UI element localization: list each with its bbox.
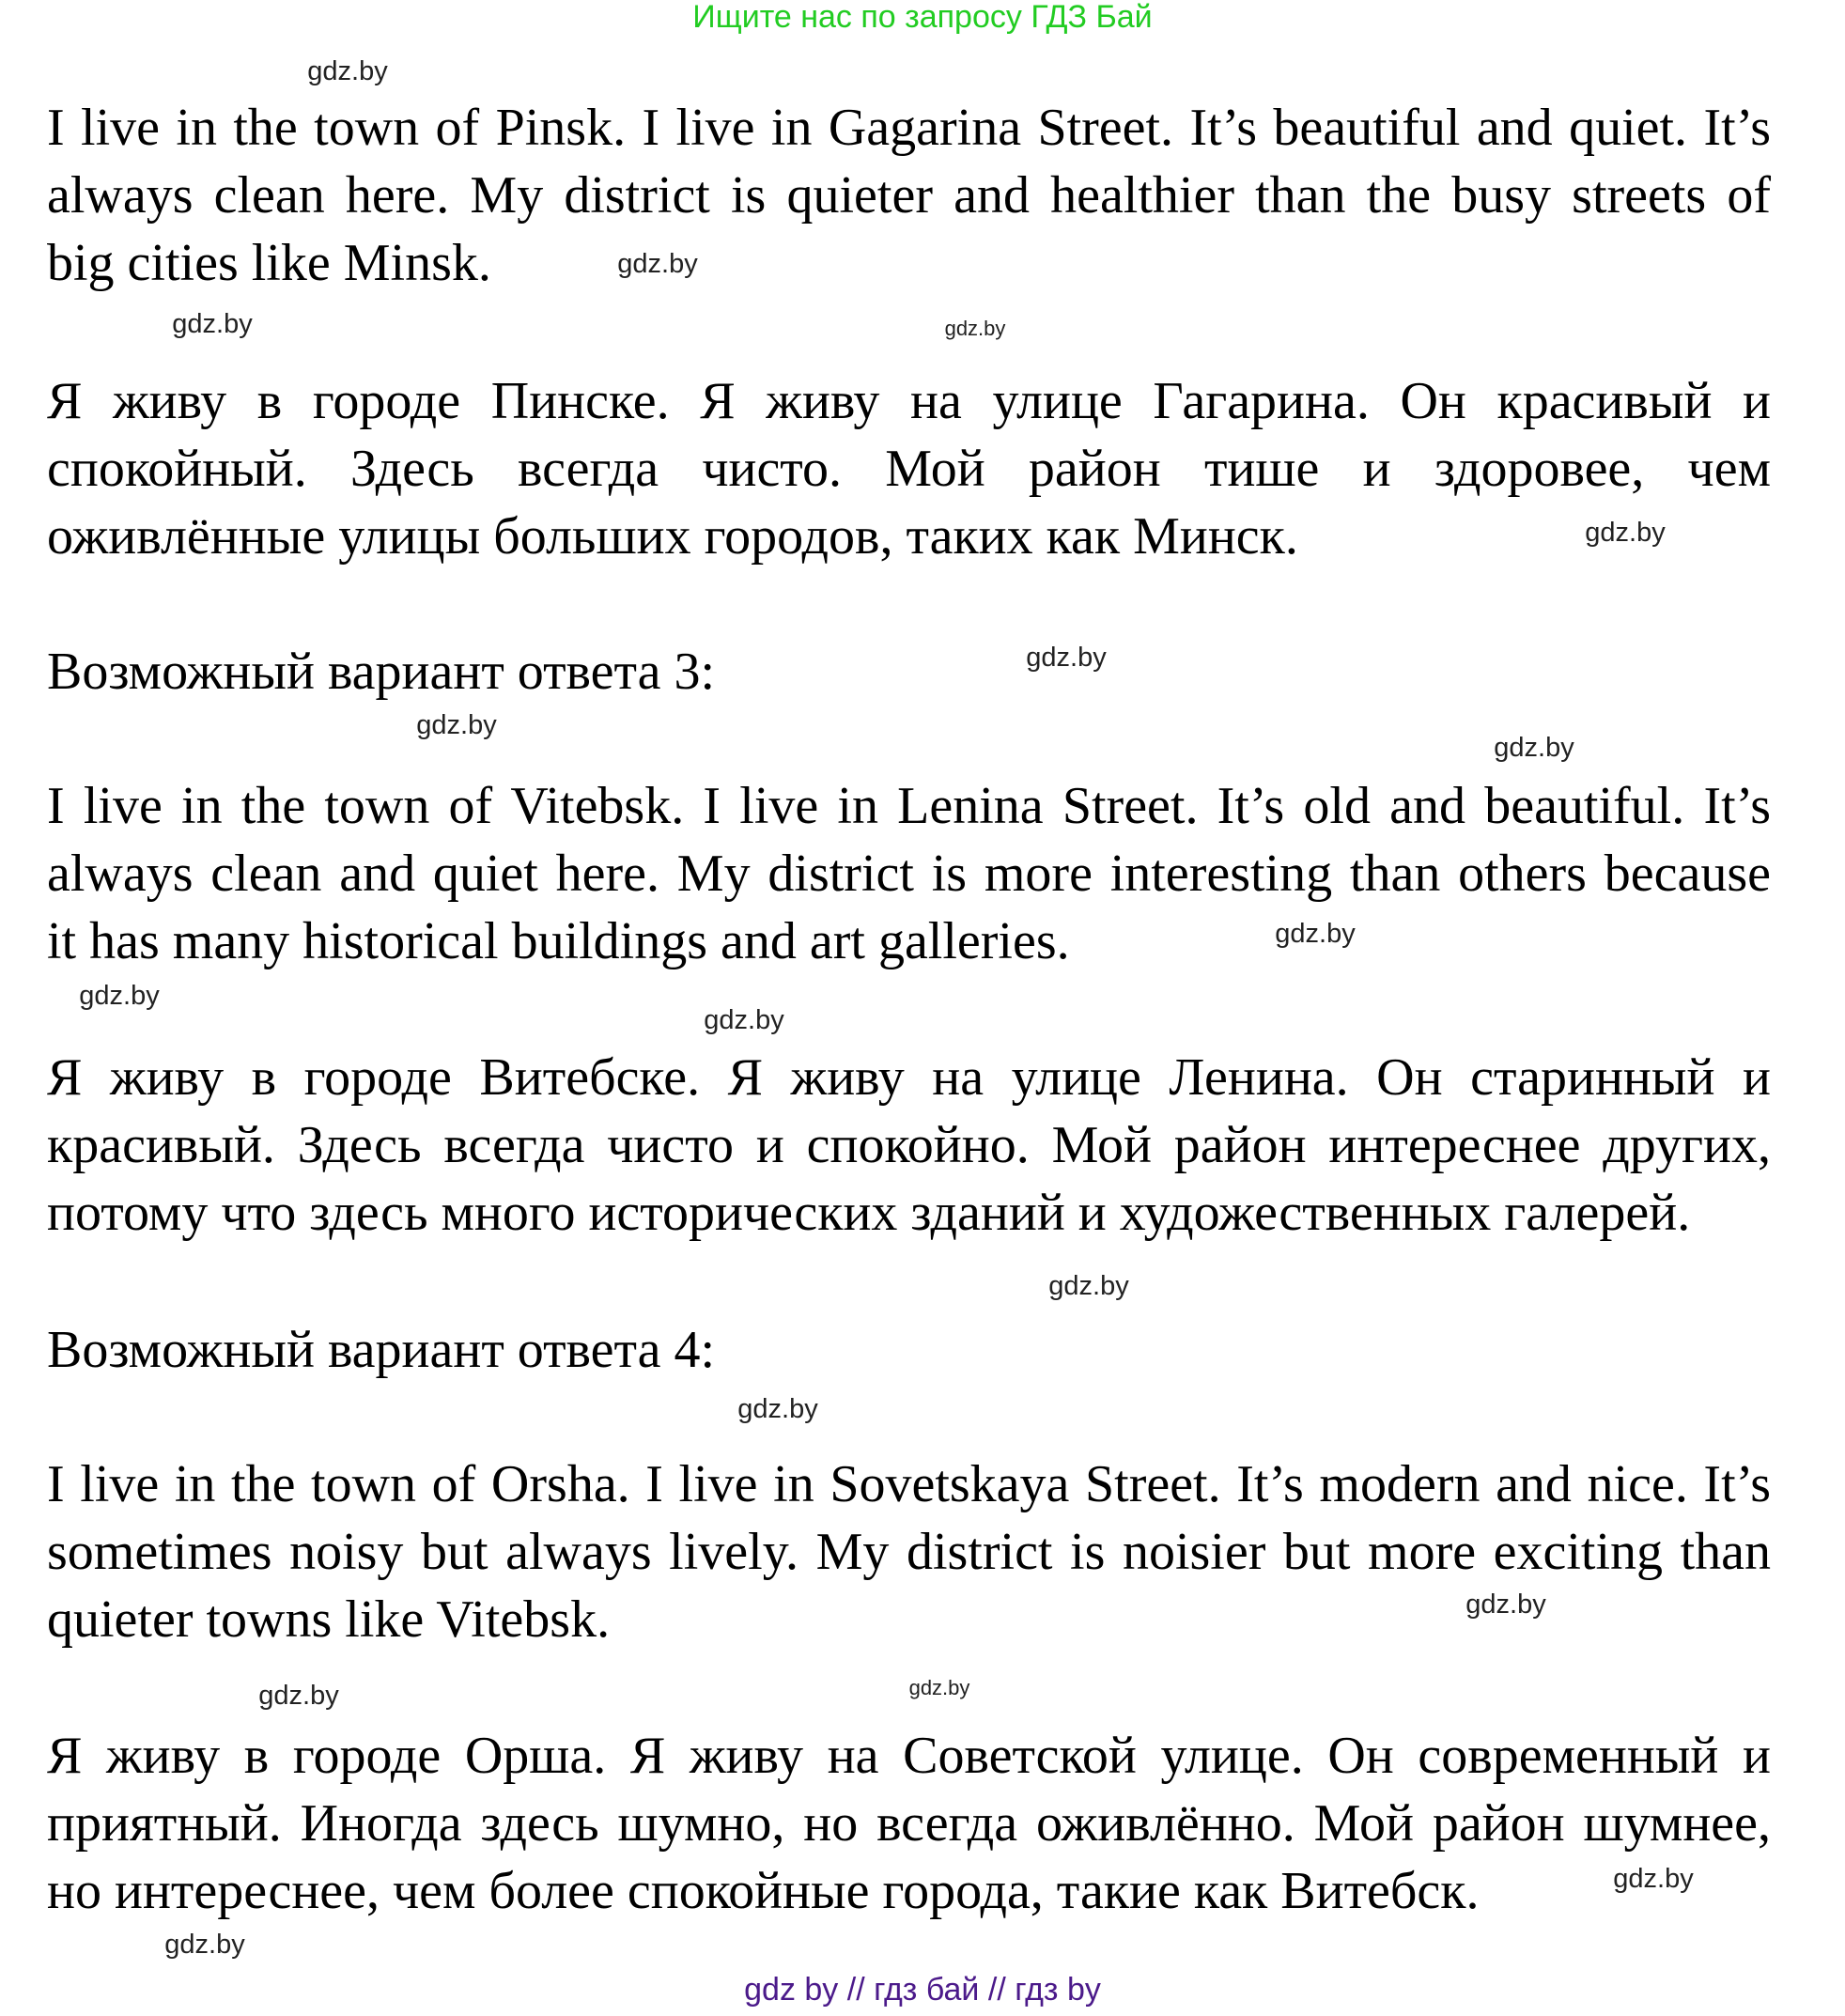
watermark: gdz.by (172, 309, 253, 339)
text-line: always clean here. My district is quieter and healthier than the busy streets of (47, 166, 1771, 225)
heading-variant-3: Возможный вариант ответа 3: (47, 643, 716, 701)
watermark: gdz.by (737, 1394, 818, 1424)
text-line: I live in the town of Vitebsk. I live in Lenina Street. It’s old and beautiful. It’s (47, 777, 1771, 835)
footer-links: gdz by // гдз бай // гдз by (744, 1972, 1101, 2008)
watermark: gdz.by (79, 981, 160, 1011)
text-line: Я живу в городе Витебске. Я живу на улице Ленина. Он старинный и (47, 1048, 1771, 1107)
paragraph-english-1 (47, 94, 1771, 297)
watermark: gdz.by (258, 1681, 339, 1711)
text-line: оживлённые улицы больших городов, таких как Минск. (47, 507, 1298, 566)
paragraph-russian-2 (47, 1044, 1771, 1247)
watermark: gdz.by (1026, 643, 1107, 673)
watermark: gdz.by (617, 249, 698, 279)
watermark: gdz.by (1275, 919, 1356, 949)
watermark: gdz.by (1494, 733, 1574, 763)
text-line: always clean and quiet here. My district is more interesting than others because (47, 845, 1771, 903)
text-line: красивый. Здесь всегда чисто и спокойно. Мой район интереснее других, (47, 1116, 1771, 1174)
watermark: gdz.by (164, 1930, 245, 1960)
text-line: потому что здесь много исторических зданий и художественных галерей. (47, 1184, 1691, 1242)
text-line: Я живу в городе Пинске. Я живу на улице Гагарина. Он красивый и (47, 372, 1771, 430)
text-line: quieter towns like Vitebsk. (47, 1590, 611, 1649)
watermark: gdz.by (944, 317, 1006, 340)
watermark: gdz.by (704, 1005, 784, 1035)
paragraph-russian-3 (47, 1722, 1771, 1925)
watermark: gdz.by (1585, 518, 1666, 548)
watermark: gdz.by (307, 56, 388, 86)
text-line: big cities like Minsk. (47, 234, 491, 292)
watermark: gdz.by (1613, 1864, 1694, 1894)
watermark: gdz.by (1048, 1271, 1129, 1301)
text-line: Я живу в городе Орша. Я живу на Советской улице. Он современный и (47, 1727, 1771, 1785)
heading-variant-4: Возможный вариант ответа 4: (47, 1321, 716, 1379)
paragraph-english-3 (47, 1450, 1771, 1653)
search-hint-banner: Ищите нас по запросу ГДЗ Бай (692, 0, 1153, 35)
watermark: gdz.by (1465, 1590, 1546, 1620)
watermark: gdz.by (416, 710, 497, 740)
text-line: спокойный. Здесь всегда чисто. Мой район тише и здоровее, чем (47, 440, 1771, 498)
text-line: I live in the town of Orsha. I live in Sovetskaya Street. It’s modern and nice. It’s (47, 1455, 1771, 1513)
paragraph-english-2 (47, 772, 1771, 975)
text-line: приятный. Иногда здесь шумно, но всегда оживлённо. Мой район шумнее, (47, 1794, 1771, 1853)
text-line: sometimes noisy but always lively. My district is noisier but more exciting than (47, 1523, 1771, 1581)
paragraph-russian-1 (47, 367, 1771, 570)
text-line: it has many historical buildings and art galleries. (47, 912, 1070, 970)
text-line: I live in the town of Pinsk. I live in Gagarina Street. It’s beautiful and quiet. It’s (47, 99, 1771, 157)
text-line: но интереснее, чем более спокойные города, такие как Витебск. (47, 1862, 1480, 1920)
watermark: gdz.by (908, 1676, 970, 1699)
